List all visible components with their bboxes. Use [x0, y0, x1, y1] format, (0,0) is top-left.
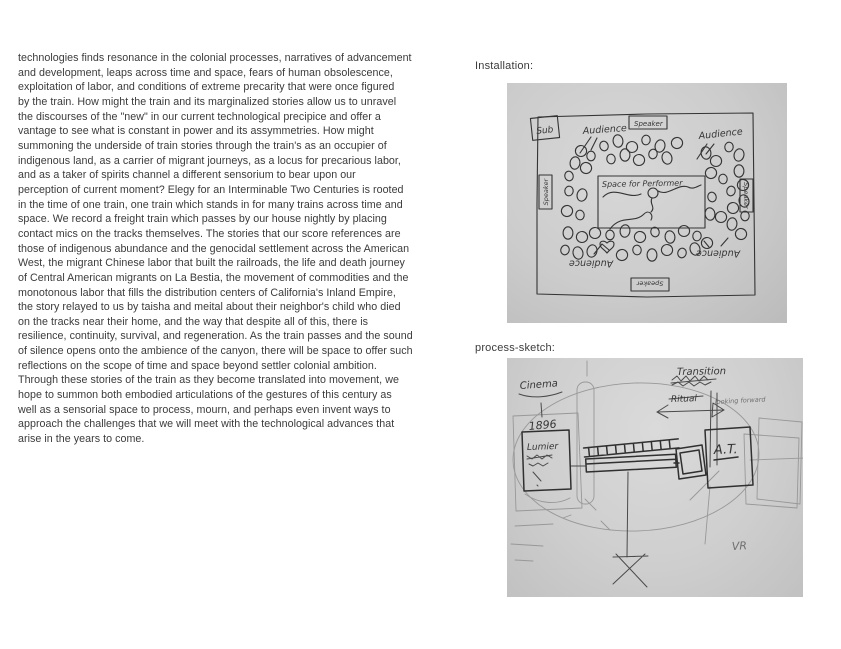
statement-line: of silence opens onto the ambience of the canyon, there will be space to offer such [18, 345, 413, 358]
statement-line: those of indigenous abundance and the genocidal settlement across the American [18, 242, 410, 255]
speaker-left-label: Speaker [542, 178, 550, 206]
performer-space-label: Space for Performer [601, 178, 683, 189]
statement-line: indigenous land, as a carrier of migrant journeys, as a locus for precarious labor, [18, 154, 401, 167]
cinema-label: Cinema [519, 378, 559, 392]
audience-circle [654, 139, 667, 153]
speaker-right-label: Speaker [742, 182, 750, 209]
statement-line: and as a taker of spirits channel a different sensorium to bear upon our [18, 169, 356, 182]
audience-circle [564, 186, 574, 197]
heart-doodle [600, 241, 614, 253]
sub-box [530, 116, 559, 141]
audience-circle [619, 224, 630, 238]
statement-line: perception of current moment? Elegy for an Interminable Two Centuries is rooted [18, 183, 404, 196]
speaker-top-label: Speaker [634, 120, 663, 128]
pen-strokes [519, 376, 724, 587]
audience-circle [727, 202, 739, 214]
statement-line: reflections on the scope of time and space beyond settler colonial ambition. [18, 359, 377, 372]
transition-label: Transition [676, 366, 727, 378]
installation-sketch-photo [507, 83, 787, 323]
installation-figure-label: Installation: [475, 60, 534, 72]
statement-line: the discourses of the "new" in our current technological precipice and offer a [18, 110, 381, 123]
audience-circle [620, 149, 630, 161]
audience-bottom-right-pointer [704, 238, 728, 247]
audience-circle [587, 151, 595, 161]
statement-line: the story relayed to us by taisha and meital about their neighbor's child who died [18, 301, 401, 314]
process-sketch-figure-label: process-sketch: [475, 342, 556, 354]
statement-line: and development, leaps across time and space, fears of human obsolescence, [18, 66, 393, 79]
statement-line: of Central American migrants on La Bestia, the movement of commodities and the [18, 271, 409, 284]
audience-circle [704, 166, 718, 179]
audience-circle [704, 207, 715, 221]
statement-line: vantage to see what is constant in power and its assymmetries. How might [18, 125, 374, 138]
statement-line: summoning the underside of train stories through the train's as an occupier of [18, 139, 387, 152]
audience-circle [633, 230, 647, 243]
audience-bottom-left-label: Audience [568, 257, 614, 269]
audience-circle [664, 230, 675, 244]
train-coupler-car [674, 445, 706, 479]
year-label: 1896 [528, 417, 558, 433]
statement-line: in the time of one train, one train which stands in for many trains across time and [18, 198, 403, 211]
speaker-left-box [539, 175, 552, 209]
audience-circle [692, 231, 702, 242]
audience-circle [670, 136, 684, 149]
audience-top-left-label: Audience [582, 122, 628, 137]
statement-line: by the train. How might the train and its marginalized stories allow us to unravel [18, 95, 397, 108]
audience-circle [615, 248, 629, 261]
audience-circle [733, 148, 746, 162]
audience-circle [734, 227, 748, 240]
lumiere-box [522, 430, 571, 491]
audience-circle [741, 211, 749, 221]
audience-circle [661, 151, 674, 165]
audience-circle [726, 217, 737, 231]
audience-circle [710, 156, 721, 167]
speaker-bottom-label: Speaker [636, 279, 664, 288]
audience-circle [576, 188, 589, 202]
lumiere-label: Lumier [526, 441, 559, 453]
audience-circle [560, 204, 574, 217]
vr-label: VR [731, 539, 748, 553]
process-sketch-drawing [507, 358, 803, 597]
audience-circle [564, 170, 574, 181]
audience-top-right-pointer [697, 144, 714, 159]
audience-top-right-label: Audience [698, 126, 744, 142]
audience-circle [612, 134, 623, 148]
statement-text-block [18, 51, 442, 447]
statement-line: arise in the years to come. [18, 433, 145, 446]
performer-space-box [598, 176, 705, 229]
audience-circle [718, 174, 728, 185]
speaker-top-box [629, 116, 667, 129]
at-label: A.T. [713, 442, 738, 458]
statement-line: West, the migrant Chinese labor that built the railroads, the life and death journey [18, 257, 405, 270]
audience-circle [632, 245, 642, 256]
audience-circle [715, 212, 726, 223]
looking-forward-label: looking forward [714, 395, 766, 406]
at-box [705, 427, 753, 488]
audience-circle [678, 226, 689, 237]
audience-circle [707, 191, 717, 202]
audience-circle [734, 165, 744, 177]
lumiere-scribble [527, 455, 552, 466]
audience-circle [575, 210, 585, 221]
speaker-bottom-box [631, 278, 669, 291]
sub-label: Sub [535, 125, 554, 137]
statement-line: Through these stories of the train as they become translated into movement, we [18, 374, 399, 387]
process-sketch-photo [507, 358, 803, 597]
ritual-label: Ritual [670, 394, 698, 405]
audience-circle [579, 161, 593, 174]
audience-circle [589, 227, 601, 239]
audience-circle [576, 231, 588, 243]
audience-circle [677, 247, 687, 258]
audience-circle [633, 154, 645, 166]
statement-line: well as a sensorial space to process, mourn, and perhaps even invent ways to [18, 403, 391, 416]
statement-line: monotonous labor that fills the distribution centers of California's Inland Empire, [18, 286, 396, 299]
audience-circle [726, 185, 736, 196]
audience-circle [648, 148, 658, 159]
audience-circle [569, 156, 580, 170]
statement-line: exploitation of labor, and conditions of extreme precarity that were once figured [18, 81, 395, 94]
statement-line: on the tracks near their home, and the way that despite all of this, there is [18, 315, 369, 328]
installation-sketch-drawing [507, 83, 787, 323]
statement-line: resilience, continuity, survival, and regeneration. As the train passes and the sound [18, 330, 413, 343]
audience-circle [641, 135, 651, 146]
statement-line: contact mics on the tracks themselves. The stories that our score references are [18, 227, 401, 240]
audience-circle [701, 237, 713, 249]
audience-bottom-right-label: Audience [695, 247, 741, 259]
train-body [586, 454, 677, 472]
statement-line: space. We record a freight train which passes by our house nightly by placing [18, 213, 387, 226]
performer-head [648, 188, 658, 198]
statement-line: approach the challenges that we will meet with the technological advances that [18, 418, 395, 431]
statement-line: hope to summon both embodied articulations of the gestures of this century as [18, 389, 392, 402]
audience-circle [606, 154, 616, 165]
audience-circle [606, 230, 614, 240]
audience-circle [560, 244, 570, 255]
statement-line: technologies finds resonance in the colonial processes, narratives of advancement [18, 52, 412, 64]
audience-top-left-pointer [580, 137, 597, 153]
audience-circle [661, 244, 673, 256]
performer-figure-lines [603, 185, 701, 229]
audience-circle [563, 227, 573, 239]
audience-circle [724, 142, 734, 153]
audience-circle [647, 249, 657, 261]
audience-circle [599, 140, 609, 151]
